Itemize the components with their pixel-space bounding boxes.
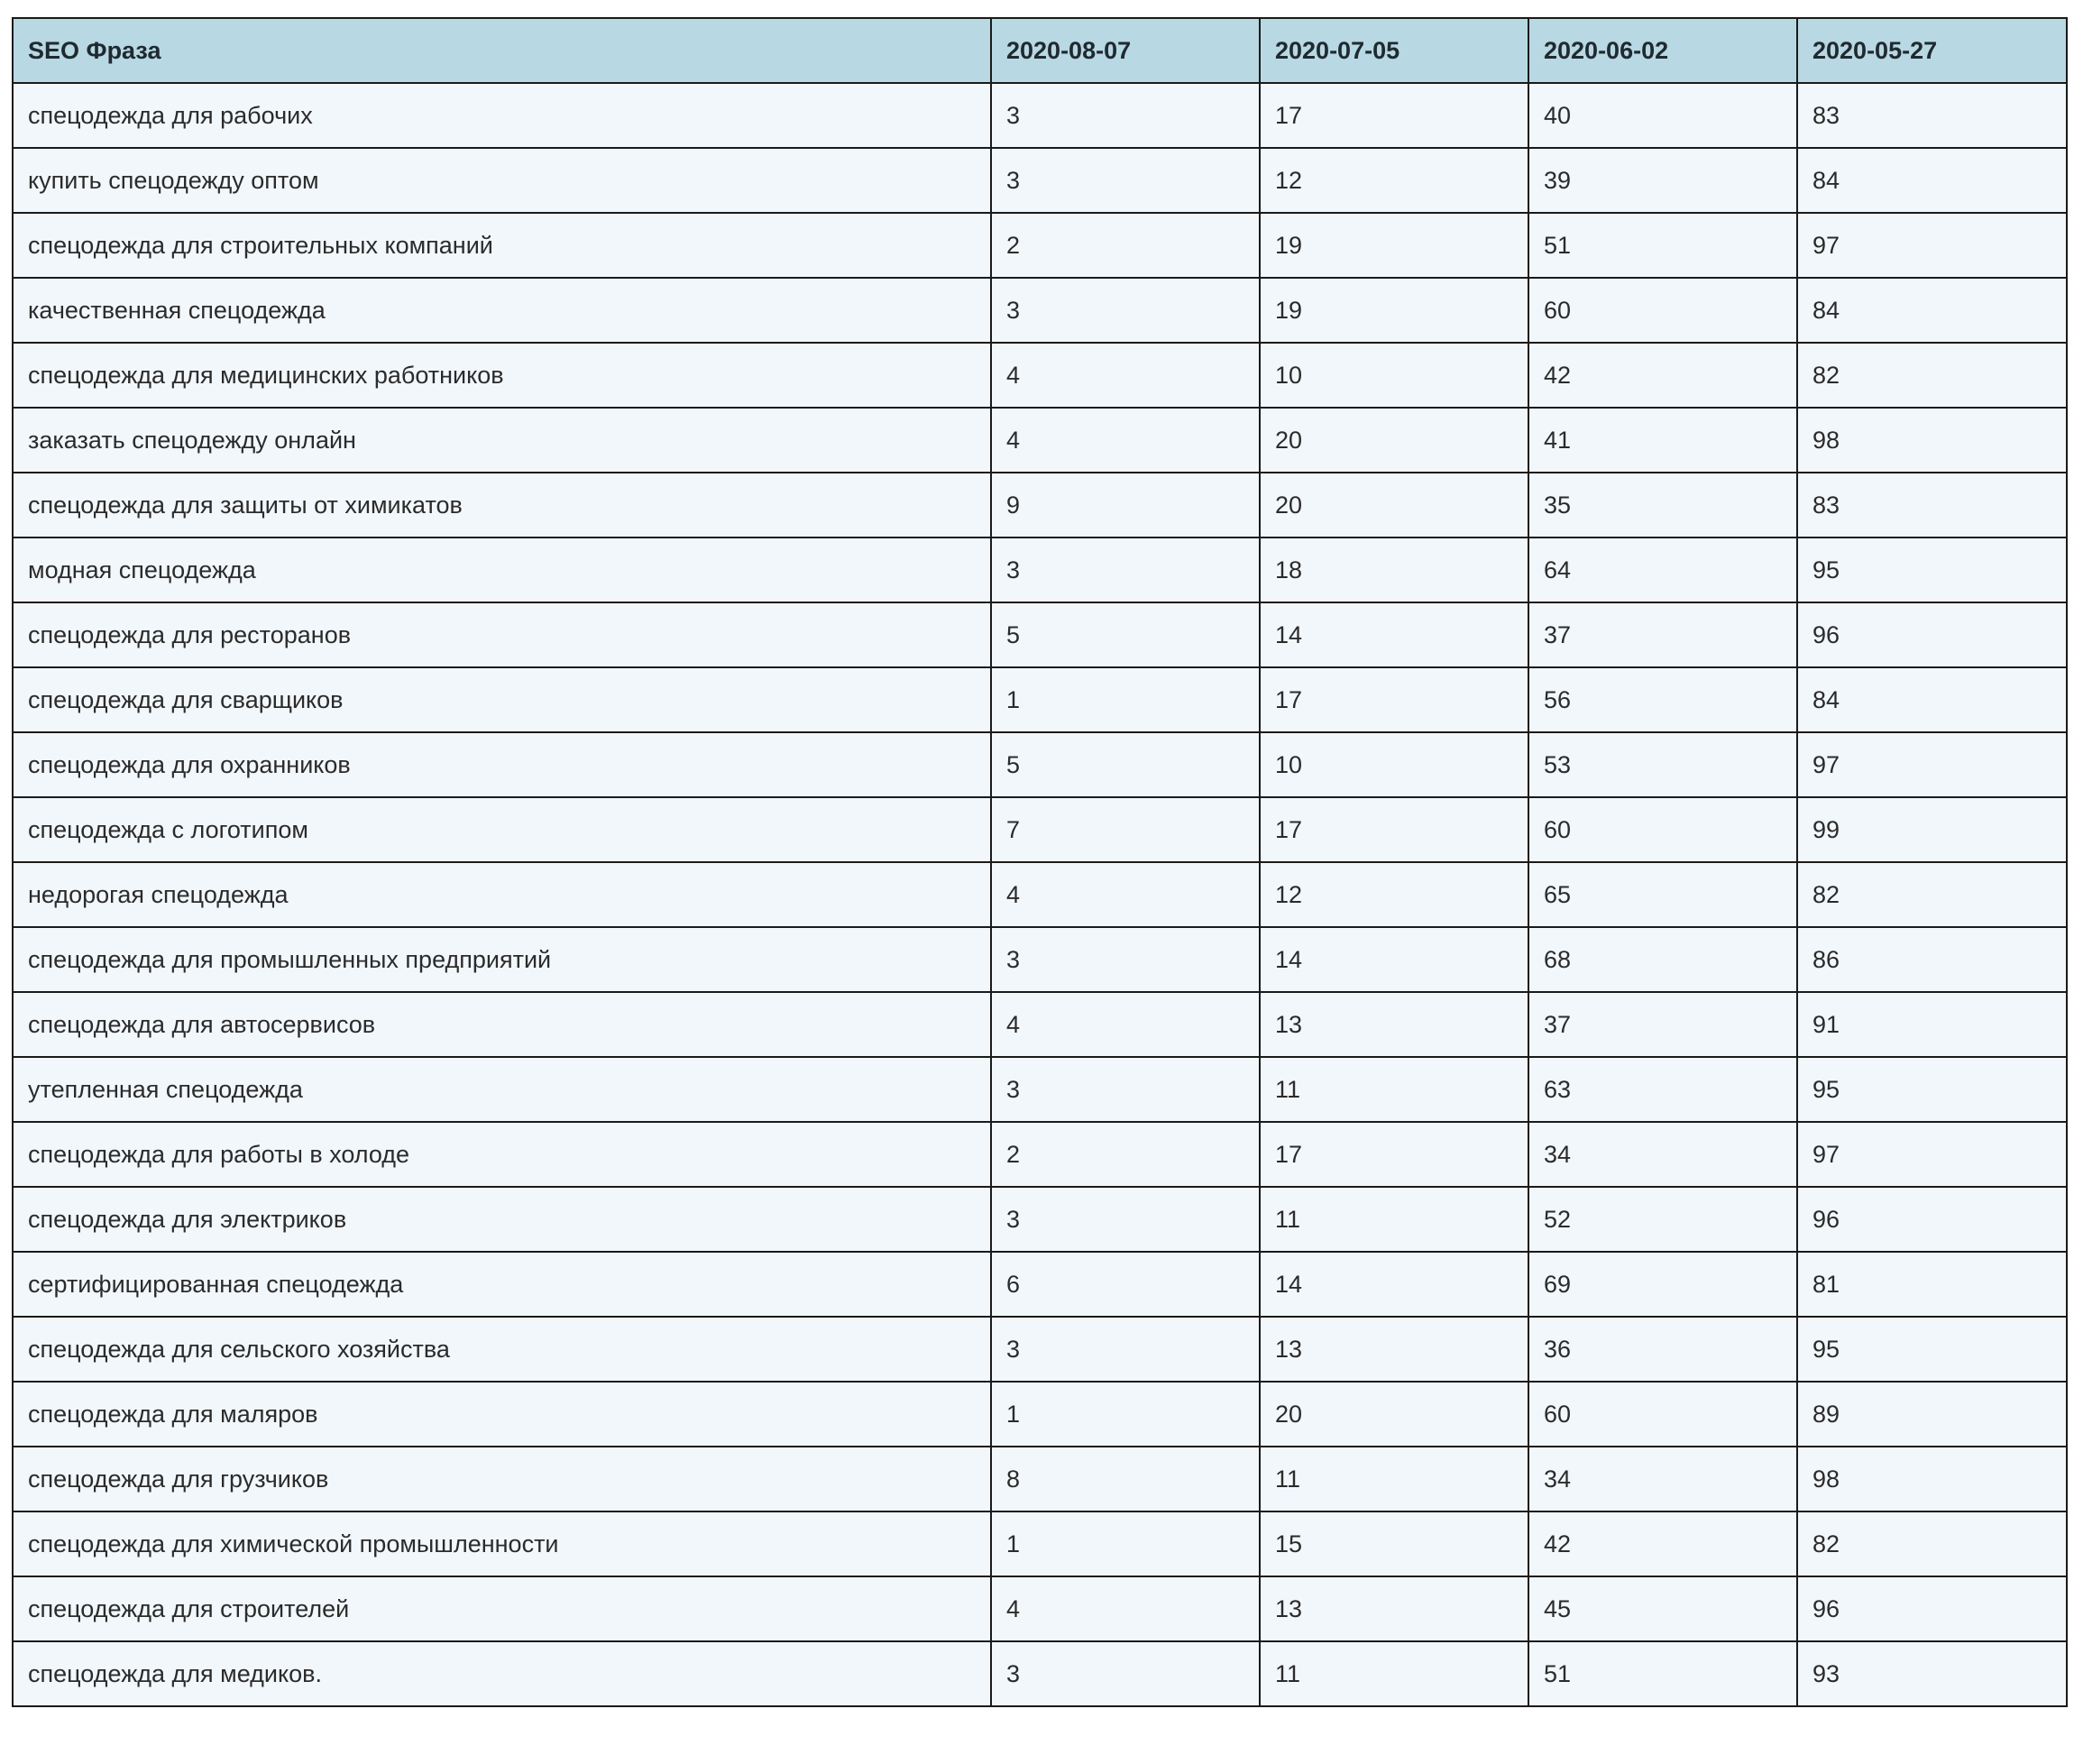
position-cell: 86 (1797, 927, 2067, 992)
table-row (13, 1317, 2067, 1382)
position-cell: 82 (1797, 1511, 2067, 1576)
position-cell: 4 (991, 1576, 1260, 1641)
position-cell: 95 (1797, 1317, 2067, 1382)
seo-positions-table (12, 17, 2068, 1707)
position-cell: 15 (1260, 1511, 1528, 1576)
table-row (13, 83, 2067, 148)
position-cell: 83 (1797, 473, 2067, 537)
position-cell: 65 (1528, 862, 1797, 927)
table-row (13, 278, 2067, 343)
table-row (13, 992, 2067, 1057)
seo-phrase-cell: купить спецодежду оптом (13, 148, 991, 213)
position-cell: 4 (991, 408, 1260, 473)
position-cell: 17 (1260, 797, 1528, 862)
table-row (13, 1447, 2067, 1511)
table-row (13, 473, 2067, 537)
seo-phrase-cell: спецодежда для строителей (13, 1576, 991, 1641)
position-cell: 84 (1797, 667, 2067, 732)
position-cell: 7 (991, 797, 1260, 862)
position-cell: 11 (1260, 1447, 1528, 1511)
seo-phrase-cell: спецодежда для промышленных предприятий (13, 927, 991, 992)
seo-phrase-cell: спецодежда для строительных компаний (13, 213, 991, 278)
column-header-date-3: 2020-06-02 (1528, 18, 1797, 83)
table-row (13, 667, 2067, 732)
position-cell: 82 (1797, 862, 2067, 927)
table-row (13, 408, 2067, 473)
position-cell: 20 (1260, 1382, 1528, 1447)
position-cell: 84 (1797, 278, 2067, 343)
position-cell: 3 (991, 927, 1260, 992)
position-cell: 6 (991, 1252, 1260, 1317)
position-cell: 96 (1797, 1187, 2067, 1252)
position-cell: 91 (1797, 992, 2067, 1057)
position-cell: 1 (991, 1511, 1260, 1576)
position-cell: 81 (1797, 1252, 2067, 1317)
position-cell: 19 (1260, 213, 1528, 278)
position-cell: 35 (1528, 473, 1797, 537)
seo-phrase-cell: спецодежда для защиты от химикатов (13, 473, 991, 537)
seo-phrase-cell: спецодежда для рабочих (13, 83, 991, 148)
seo-phrase-cell: спецодежда для маляров (13, 1382, 991, 1447)
position-cell: 17 (1260, 667, 1528, 732)
table-row (13, 1382, 2067, 1447)
position-cell: 60 (1528, 1382, 1797, 1447)
table-row (13, 1187, 2067, 1252)
position-cell: 93 (1797, 1641, 2067, 1706)
position-cell: 2 (991, 213, 1260, 278)
seo-phrase-cell: спецодежда для сельского хозяйства (13, 1317, 991, 1382)
position-cell: 51 (1528, 1641, 1797, 1706)
position-cell: 95 (1797, 537, 2067, 602)
position-cell: 37 (1528, 992, 1797, 1057)
position-cell: 14 (1260, 1252, 1528, 1317)
position-cell: 11 (1260, 1057, 1528, 1122)
seo-phrase-cell: утепленная спецодежда (13, 1057, 991, 1122)
position-cell: 4 (991, 992, 1260, 1057)
position-cell: 64 (1528, 537, 1797, 602)
position-cell: 3 (991, 537, 1260, 602)
table-row (13, 1252, 2067, 1317)
table-row (13, 1576, 2067, 1641)
position-cell: 3 (991, 148, 1260, 213)
seo-phrase-cell: спецодежда для сварщиков (13, 667, 991, 732)
position-cell: 39 (1528, 148, 1797, 213)
position-cell: 20 (1260, 408, 1528, 473)
position-cell: 4 (991, 862, 1260, 927)
position-cell: 97 (1797, 213, 2067, 278)
position-cell: 51 (1528, 213, 1797, 278)
position-cell: 3 (991, 1057, 1260, 1122)
position-cell: 12 (1260, 148, 1528, 213)
seo-phrase-cell: спецодежда для медиков. (13, 1641, 991, 1706)
seo-phrase-cell: спецодежда для химической промышленности (13, 1511, 991, 1576)
position-cell: 8 (991, 1447, 1260, 1511)
position-cell: 40 (1528, 83, 1797, 148)
position-cell: 17 (1260, 83, 1528, 148)
column-header-date-2: 2020-07-05 (1260, 18, 1528, 83)
position-cell: 63 (1528, 1057, 1797, 1122)
position-cell: 4 (991, 343, 1260, 408)
position-cell: 99 (1797, 797, 2067, 862)
position-cell: 3 (991, 278, 1260, 343)
position-cell: 11 (1260, 1641, 1528, 1706)
table-body (13, 83, 2067, 1706)
position-cell: 52 (1528, 1187, 1797, 1252)
position-cell: 60 (1528, 797, 1797, 862)
position-cell: 34 (1528, 1447, 1797, 1511)
seo-phrase-cell: заказать спецодежду онлайн (13, 408, 991, 473)
seo-table-container (12, 17, 2066, 1707)
position-cell: 69 (1528, 1252, 1797, 1317)
seo-phrase-cell: качественная спецодежда (13, 278, 991, 343)
position-cell: 5 (991, 732, 1260, 797)
position-cell: 18 (1260, 537, 1528, 602)
table-row (13, 862, 2067, 927)
position-cell: 95 (1797, 1057, 2067, 1122)
table-row (13, 1057, 2067, 1122)
column-header-seo-phrase: SEO Фраза (13, 18, 991, 83)
position-cell: 37 (1528, 602, 1797, 667)
table-header (13, 18, 2067, 83)
position-cell: 42 (1528, 343, 1797, 408)
table-row (13, 927, 2067, 992)
position-cell: 89 (1797, 1382, 2067, 1447)
position-cell: 83 (1797, 83, 2067, 148)
table-row (13, 148, 2067, 213)
position-cell: 1 (991, 1382, 1260, 1447)
position-cell: 10 (1260, 343, 1528, 408)
position-cell: 3 (991, 1641, 1260, 1706)
seo-phrase-cell: недорогая спецодежда (13, 862, 991, 927)
position-cell: 96 (1797, 602, 2067, 667)
position-cell: 97 (1797, 732, 2067, 797)
seo-phrase-cell: спецодежда для ресторанов (13, 602, 991, 667)
position-cell: 68 (1528, 927, 1797, 992)
position-cell: 98 (1797, 408, 2067, 473)
position-cell: 84 (1797, 148, 2067, 213)
table-row (13, 343, 2067, 408)
position-cell: 3 (991, 1317, 1260, 1382)
table-row (13, 797, 2067, 862)
position-cell: 11 (1260, 1187, 1528, 1252)
column-header-date-1: 2020-08-07 (991, 18, 1260, 83)
position-cell: 19 (1260, 278, 1528, 343)
seo-phrase-cell: спецодежда для грузчиков (13, 1447, 991, 1511)
seo-phrase-cell: спецодежда для автосервисов (13, 992, 991, 1057)
position-cell: 60 (1528, 278, 1797, 343)
column-header-date-4: 2020-05-27 (1797, 18, 2067, 83)
position-cell: 12 (1260, 862, 1528, 927)
position-cell: 20 (1260, 473, 1528, 537)
position-cell: 97 (1797, 1122, 2067, 1187)
position-cell: 10 (1260, 732, 1528, 797)
position-cell: 3 (991, 83, 1260, 148)
position-cell: 2 (991, 1122, 1260, 1187)
seo-phrase-cell: модная спецодежда (13, 537, 991, 602)
seo-phrase-cell: сертифицированная спецодежда (13, 1252, 991, 1317)
position-cell: 3 (991, 1187, 1260, 1252)
table-row (13, 1122, 2067, 1187)
position-cell: 36 (1528, 1317, 1797, 1382)
table-row (13, 537, 2067, 602)
table-row (13, 732, 2067, 797)
position-cell: 13 (1260, 1576, 1528, 1641)
position-cell: 82 (1797, 343, 2067, 408)
position-cell: 53 (1528, 732, 1797, 797)
seo-phrase-cell: спецодежда для медицинских работников (13, 343, 991, 408)
position-cell: 14 (1260, 927, 1528, 992)
position-cell: 42 (1528, 1511, 1797, 1576)
position-cell: 13 (1260, 1317, 1528, 1382)
table-row (13, 602, 2067, 667)
position-cell: 9 (991, 473, 1260, 537)
position-cell: 56 (1528, 667, 1797, 732)
seo-phrase-cell: спецодежда для охранников (13, 732, 991, 797)
position-cell: 17 (1260, 1122, 1528, 1187)
position-cell: 1 (991, 667, 1260, 732)
position-cell: 34 (1528, 1122, 1797, 1187)
position-cell: 96 (1797, 1576, 2067, 1641)
table-row (13, 1641, 2067, 1706)
header-row (13, 18, 2067, 83)
position-cell: 41 (1528, 408, 1797, 473)
position-cell: 13 (1260, 992, 1528, 1057)
position-cell: 5 (991, 602, 1260, 667)
position-cell: 14 (1260, 602, 1528, 667)
position-cell: 98 (1797, 1447, 2067, 1511)
seo-phrase-cell: спецодежда для электриков (13, 1187, 991, 1252)
seo-phrase-cell: спецодежда для работы в холоде (13, 1122, 991, 1187)
seo-phrase-cell: спецодежда с логотипом (13, 797, 991, 862)
position-cell: 45 (1528, 1576, 1797, 1641)
table-row (13, 1511, 2067, 1576)
table-row (13, 213, 2067, 278)
